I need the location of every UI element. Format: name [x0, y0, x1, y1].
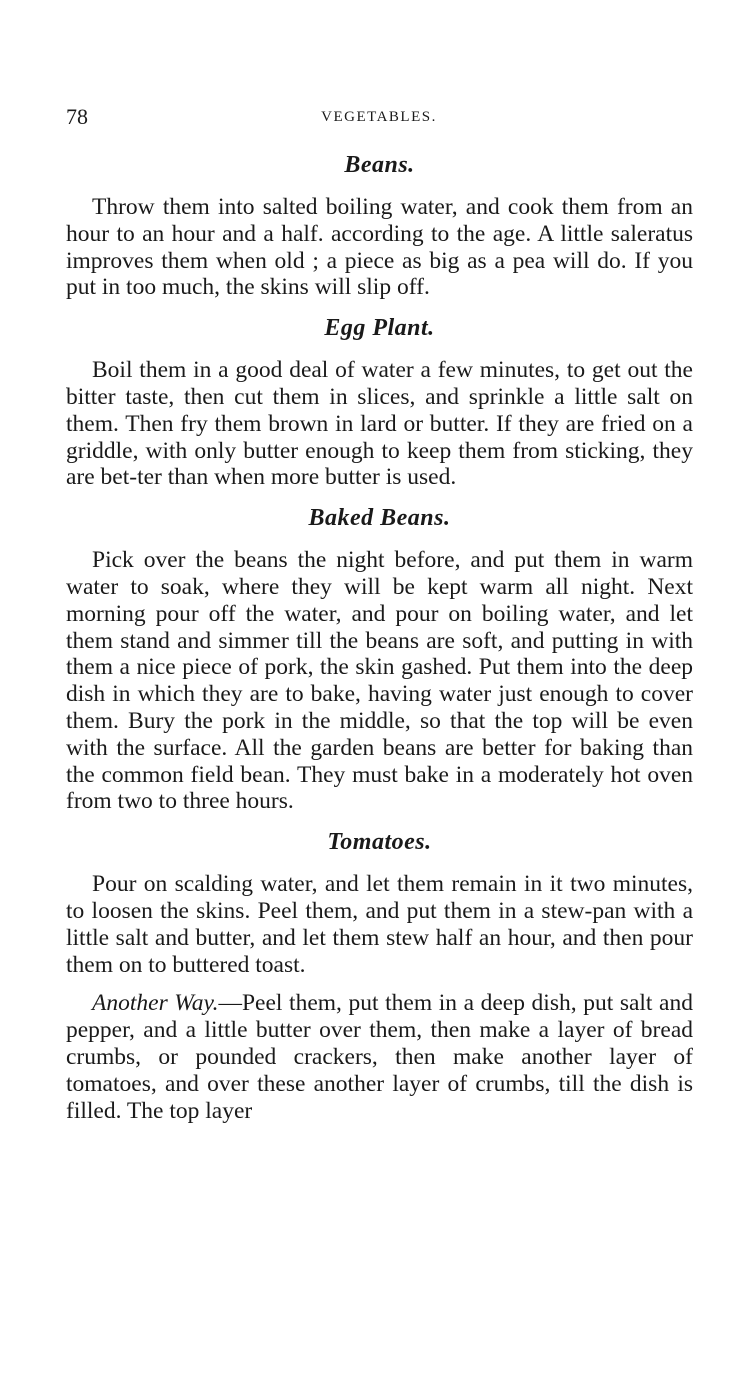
paragraph: Pick over the beans the night before, and put them in warm water to soak, where they will be kept warm all night. Next morning pour off the water, and pour on boiling water, and let them stand and simmer till the beans are soft, and putting in with them a nice piece of pork, the skin gashed. Put them into the deep dish in which they are to bake, having water just enough to cover them. Bury the pork in the middle, so that the top will be even with the surface. All the garden beans are better for baking than the common field bean. They must bake in a moderately hot oven from two to three hours. [66, 547, 693, 815]
running-head: VEGETABLES. [321, 109, 437, 125]
section-egg-plant [66, 313, 693, 491]
section-title: Beans. [344, 152, 415, 178]
another-way-lead: Another Way. [92, 990, 219, 1017]
paragraph: Pour on scalding water, and let them remain in it two minutes, to loosen the skins. Peel them, and put them in a stew-pan with a little salt and butter, and let them stew half an hour, and then pour them on to buttered toast. [66, 871, 693, 978]
section-baked-beans [66, 503, 693, 815]
section-title: Tomatoes. [327, 829, 432, 856]
section-title: Baked Beans. [308, 505, 451, 532]
paragraph-another-way [66, 990, 693, 1124]
page-body [66, 150, 693, 1136]
paragraph: Throw them into salted boiling water, and cook them from an hour to an hour and a half. according to the age. A little saleratus improves them when old ; a piece as big as a pea will do. If you put in too much, the skins will slip off. [66, 194, 693, 301]
another-way-text: —Peel them, put them in a deep dish, put salt and pepper, and a little butter over them, then make a layer of bread crumbs, or pounded crackers, then make another layer of tomatoes, and over these another layer of crumbs, till the dish is filled. The top layer [66, 990, 693, 1124]
page-header [66, 104, 692, 132]
paragraph: Boil them in a good deal of water a few minutes, to get out the bitter taste, then cut them in slices, and sprinkle a little salt on them. Then fry them brown in lard or butter. If they are fried on a griddle, with only butter enough to keep them from sticking, they are bet-ter than when more butter is used. [66, 357, 693, 491]
section-beans [66, 150, 693, 301]
page-number: 78 [66, 104, 88, 129]
section-title: Egg Plant. [324, 315, 435, 342]
section-tomatoes [66, 827, 693, 1124]
